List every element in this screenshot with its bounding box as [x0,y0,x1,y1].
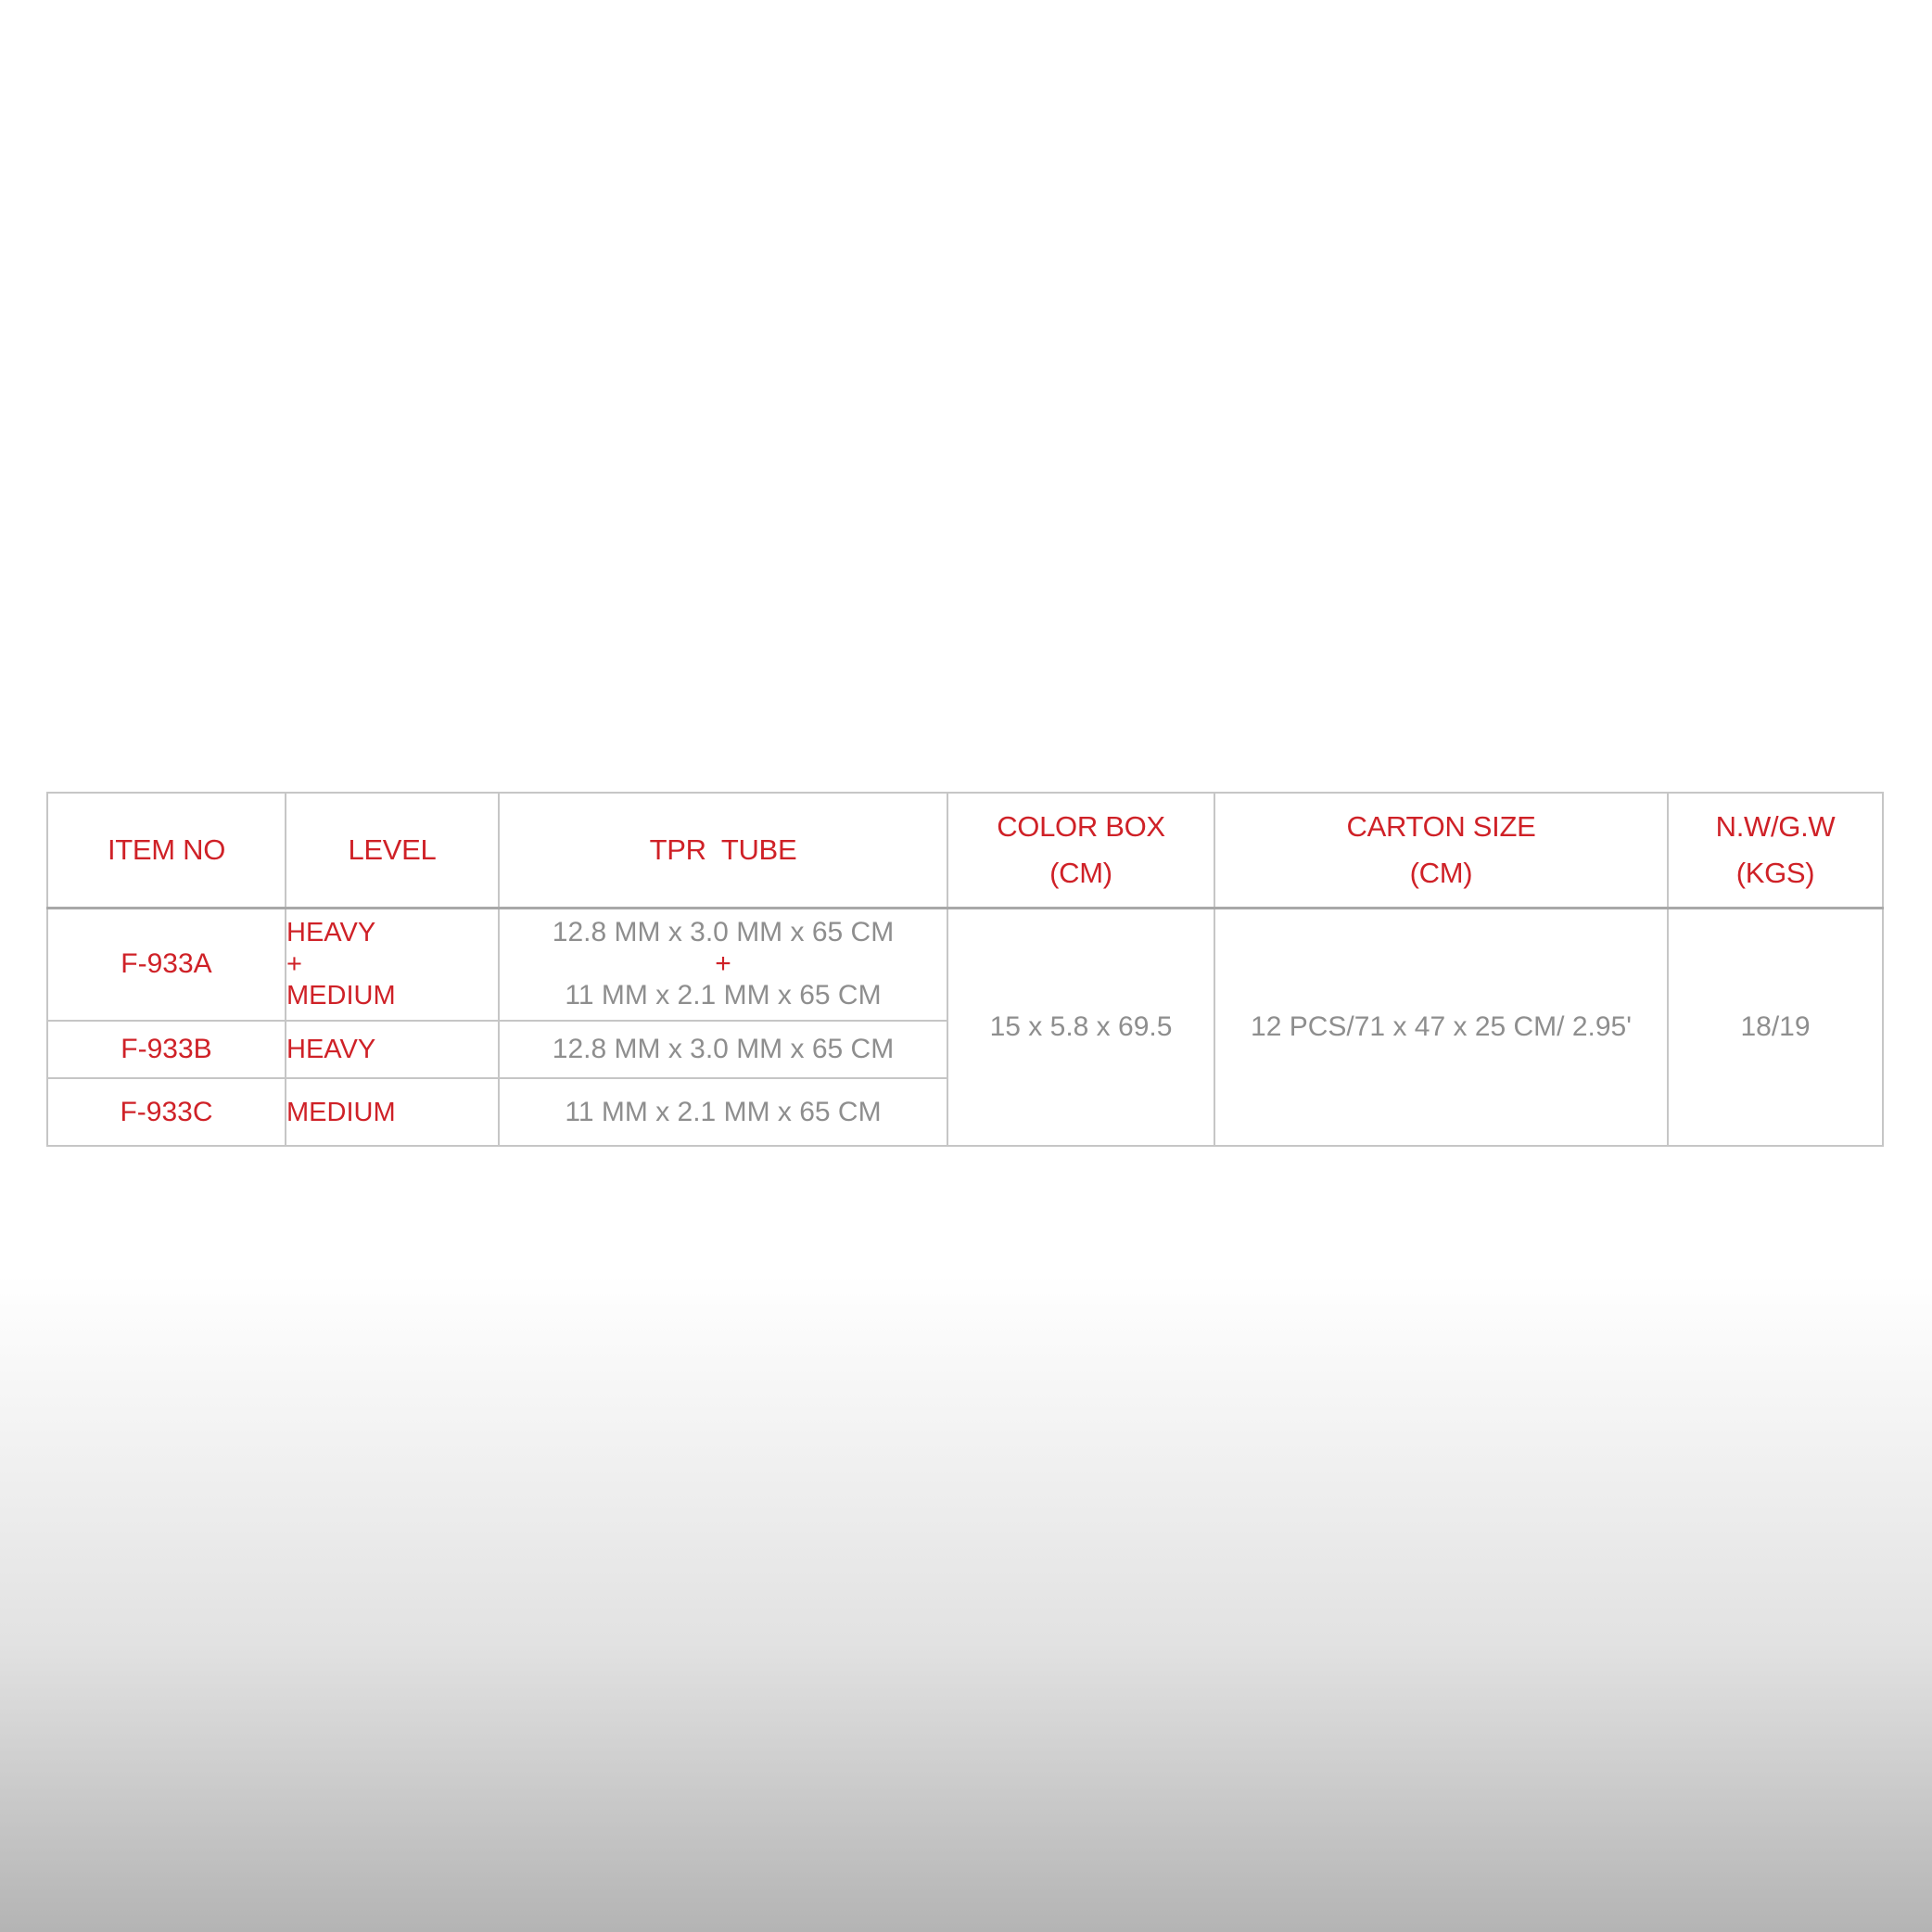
table-row [47,908,1883,1021]
column-header-label: TPR TUBE [649,833,797,866]
column-header-level [286,793,499,908]
column-header-label: N.W/G.W [1715,810,1836,844]
column-header-item-no [47,793,286,908]
column-header-color-box [947,793,1214,908]
level-cell [286,1078,499,1146]
item-no-cell: F-933A [47,908,286,1021]
tpr-spec-line: 12.8 MM x 3.0 MM x 65 CM [552,1034,895,1064]
column-header-label: COLOR BOX [997,810,1165,844]
nw-gw-cell: 18/19 [1668,908,1883,1146]
column-header-label: LEVEL [348,833,437,866]
column-header-unit: (CM) [1409,856,1473,889]
level-line: MEDIUM [286,1097,396,1127]
column-header-unit: (KGS) [1735,856,1815,889]
level-line: + [286,949,302,980]
level-line: MEDIUM [286,981,396,1011]
tpr-tube-cell [499,1078,947,1146]
header-row [47,793,1883,908]
column-header-unit: (CM) [1049,856,1112,889]
level-line: HEAVY [286,1035,376,1064]
column-header-tpr-tube [499,793,947,908]
column-header-label: CARTON SIZE [1346,810,1536,844]
column-header-label: ITEM NO [107,833,226,866]
carton-size-cell: 12 PCS/71 x 47 x 25 CM/ 2.95' [1214,908,1668,1146]
tpr-tube-cell [499,1021,947,1078]
column-header-nw-gw [1668,793,1883,908]
tpr-spec-line: 12.8 MM x 3.0 MM x 65 CM [552,917,895,948]
product-spec-table [46,792,1884,1147]
item-no-cell: F-933B [47,1021,286,1078]
level-line: HEAVY [286,918,376,948]
color-box-cell: 15 x 5.8 x 69.5 [947,908,1214,1146]
item-no-cell: F-933C [47,1078,286,1146]
level-cell [286,908,499,1021]
plus-separator: + [715,948,731,980]
tpr-tube-cell [499,908,947,1021]
tpr-spec-line: 11 MM x 2.1 MM x 65 CM [565,980,882,1011]
tpr-spec-line: 11 MM x 2.1 MM x 65 CM [565,1096,882,1127]
level-cell [286,1021,499,1078]
column-header-carton-size [1214,793,1668,908]
